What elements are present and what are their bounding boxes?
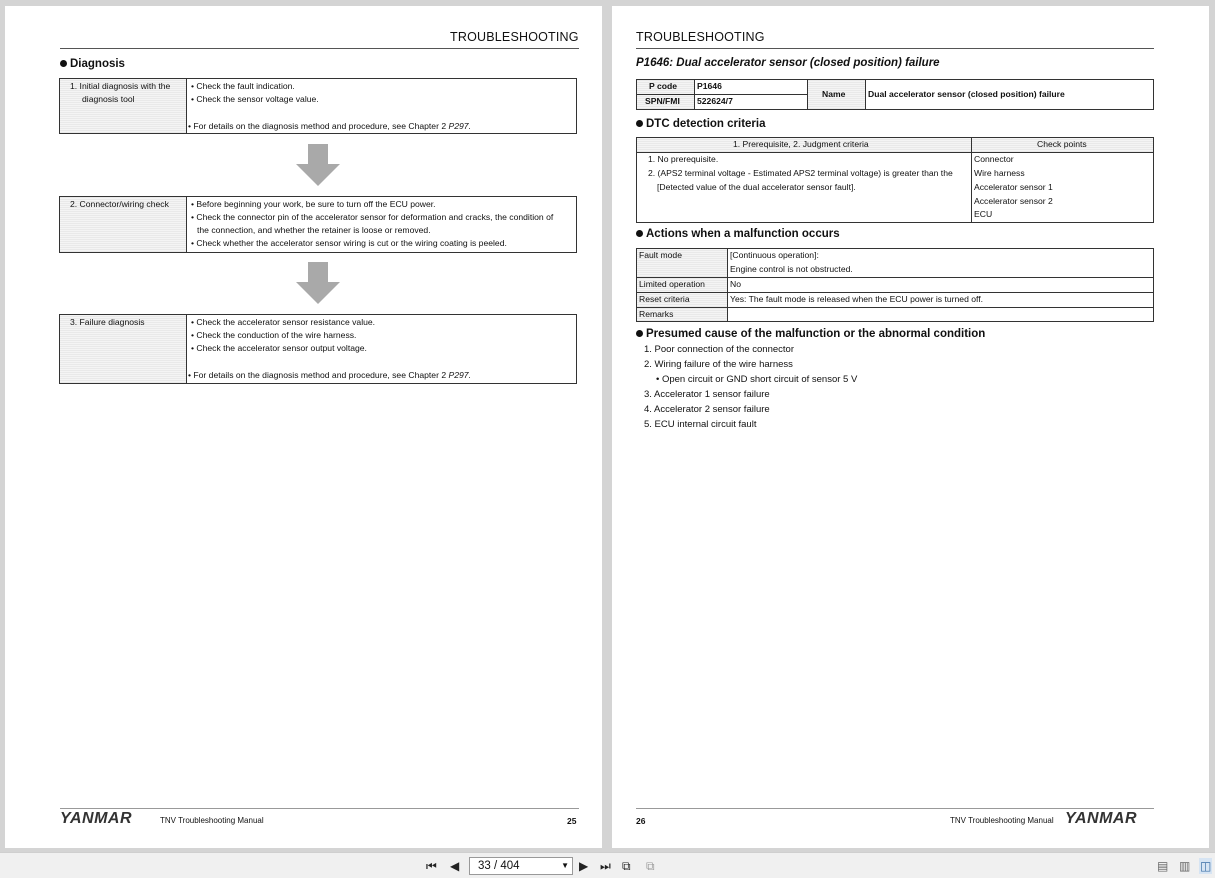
action-value: Yes: The fault mode is released when the ECU power is turned off. xyxy=(730,294,984,304)
continuous-view-icon[interactable]: ▥ xyxy=(1179,859,1191,873)
page-number-select[interactable]: 33 / 404 ▼ xyxy=(469,857,573,875)
two-page-view-icon[interactable]: ◫ xyxy=(1200,859,1212,873)
cause-item: 3. Accelerator 1 sensor failure xyxy=(644,389,770,400)
bullet-icon xyxy=(60,60,67,67)
fault-title: P1646: Dual accelerator sensor (closed position) failure xyxy=(636,57,940,69)
dtc-col-criteria: 1. Prerequisite, 2. Judgment criteria xyxy=(733,139,869,149)
single-page-view-icon[interactable]: ▤ xyxy=(1157,859,1169,873)
footer-manual-title: TNV Troubleshooting Manual xyxy=(160,816,264,825)
name-value: Dual accelerator sensor (closed position) failure xyxy=(868,89,1065,99)
bullet-icon xyxy=(636,230,643,237)
page-header: TROUBLESHOOTING xyxy=(636,30,765,44)
cause-item: 5. ECU internal circuit fault xyxy=(644,419,757,430)
cause-item: 1. Poor connection of the connector xyxy=(644,344,794,355)
action-label: Fault mode xyxy=(639,250,682,260)
first-page-icon[interactable]: ⏮ xyxy=(426,859,437,873)
spn-fmi-value: 522624/7 xyxy=(697,96,733,106)
cause-item: 2. Wiring failure of the wire harness xyxy=(644,359,793,370)
step-label: 2. Connector/wiring check xyxy=(70,199,169,209)
step-item: • Check whether the accelerator sensor wiring is cut or the wiring coating is peeled. xyxy=(191,238,507,248)
step-item: • Check the accelerator sensor output voltage. xyxy=(191,343,367,353)
page-number: 26 xyxy=(636,816,646,826)
last-page-icon[interactable]: ⏭ xyxy=(600,859,611,873)
down-arrow-icon xyxy=(296,144,340,186)
spn-fmi-label: SPN/FMI xyxy=(645,96,680,106)
check-point: Accelerator sensor 1 xyxy=(974,182,1053,192)
code-table xyxy=(636,79,1154,110)
right-page xyxy=(612,6,1209,848)
name-label: Name xyxy=(822,89,846,99)
step-item: the connection, and whether the retainer is loose or removed. xyxy=(197,225,431,235)
bullet-icon xyxy=(636,120,643,127)
step-note: • For details on the diagnosis method and procedure, see Chapter 2 P297. xyxy=(188,370,471,380)
p-code-label: P code xyxy=(649,81,678,91)
footer-manual-title: TNV Troubleshooting Manual xyxy=(950,816,1054,825)
left-page xyxy=(5,6,602,848)
action-label: Reset criteria xyxy=(639,294,690,304)
section-title-actions: Actions when a malfunction occurs xyxy=(636,228,840,240)
section-title-dtc: DTC detection criteria xyxy=(636,118,766,130)
step-label: 1. Initial diagnosis with the xyxy=(70,81,171,91)
fit-page-icon[interactable]: ⧉ xyxy=(622,859,631,873)
cause-item: 4. Accelerator 2 sensor failure xyxy=(644,404,770,415)
header-rule xyxy=(636,48,1154,49)
bullet-icon xyxy=(636,330,643,337)
check-point: ECU xyxy=(974,209,993,219)
step-1-box xyxy=(59,78,577,134)
section-title-diagnosis: Diagnosis xyxy=(60,58,125,70)
step-label: diagnosis tool xyxy=(82,94,135,104)
check-point: Accelerator sensor 2 xyxy=(974,196,1053,206)
step-label: 3. Failure diagnosis xyxy=(70,317,145,327)
chevron-down-icon: ▼ xyxy=(561,861,569,870)
check-point: Connector xyxy=(974,154,1014,164)
footer-rule xyxy=(60,808,579,809)
footer-rule xyxy=(636,808,1154,809)
yanmar-logo: YANMAR xyxy=(60,810,133,827)
step-2-box xyxy=(59,196,577,253)
criteria-line: 2. (APS2 terminal voltage - Estimated APS2 terminal voltage) is greater than the xyxy=(648,168,953,178)
fit-width-icon[interactable]: ⧉ xyxy=(646,859,655,873)
header-rule xyxy=(60,48,579,49)
action-label: Remarks xyxy=(639,309,674,319)
dtc-table xyxy=(636,137,1154,223)
section-title-causes: Presumed cause of the malfunction or the abnormal condition xyxy=(636,328,985,340)
page-number: 25 xyxy=(567,816,577,826)
step-note: • For details on the diagnosis method and procedure, see Chapter 2 P297. xyxy=(188,121,471,131)
actions-table xyxy=(636,248,1154,322)
action-value: [Continuous operation]: xyxy=(730,250,819,260)
action-value: Engine control is not obstructed. xyxy=(730,264,853,274)
step-item: • Check the fault indication. xyxy=(191,81,295,91)
step-item: • Check the connector pin of the accelerator sensor for deformation and cracks, the condition of xyxy=(191,212,554,222)
yanmar-logo: YANMAR xyxy=(1065,810,1138,827)
step-item: • Before beginning your work, be sure to turn off the ECU power. xyxy=(191,199,436,209)
check-point: Wire harness xyxy=(974,168,1025,178)
step-3-box xyxy=(59,314,577,384)
prev-page-icon[interactable]: ◀ xyxy=(450,859,460,873)
dtc-col-checkpoints: Check points xyxy=(1037,139,1087,149)
criteria-line: [Detected value of the dual accelerator sensor fault]. xyxy=(657,182,856,192)
step-item: • Check the sensor voltage value. xyxy=(191,94,319,104)
cause-item: • Open circuit or GND short circuit of sensor 5 V xyxy=(656,374,858,385)
step-item: • Check the accelerator sensor resistance value. xyxy=(191,317,376,327)
action-label: Limited operation xyxy=(639,279,705,289)
viewer-toolbar xyxy=(0,852,1215,878)
action-value: No xyxy=(730,279,741,289)
criteria-line: 1. No prerequisite. xyxy=(648,154,719,164)
p-code-value: P1646 xyxy=(697,81,722,91)
page-header: TROUBLESHOOTING xyxy=(450,30,579,44)
step-item: • Check the conduction of the wire harness. xyxy=(191,330,357,340)
next-page-icon[interactable]: ▶ xyxy=(579,859,589,873)
down-arrow-icon xyxy=(296,262,340,304)
